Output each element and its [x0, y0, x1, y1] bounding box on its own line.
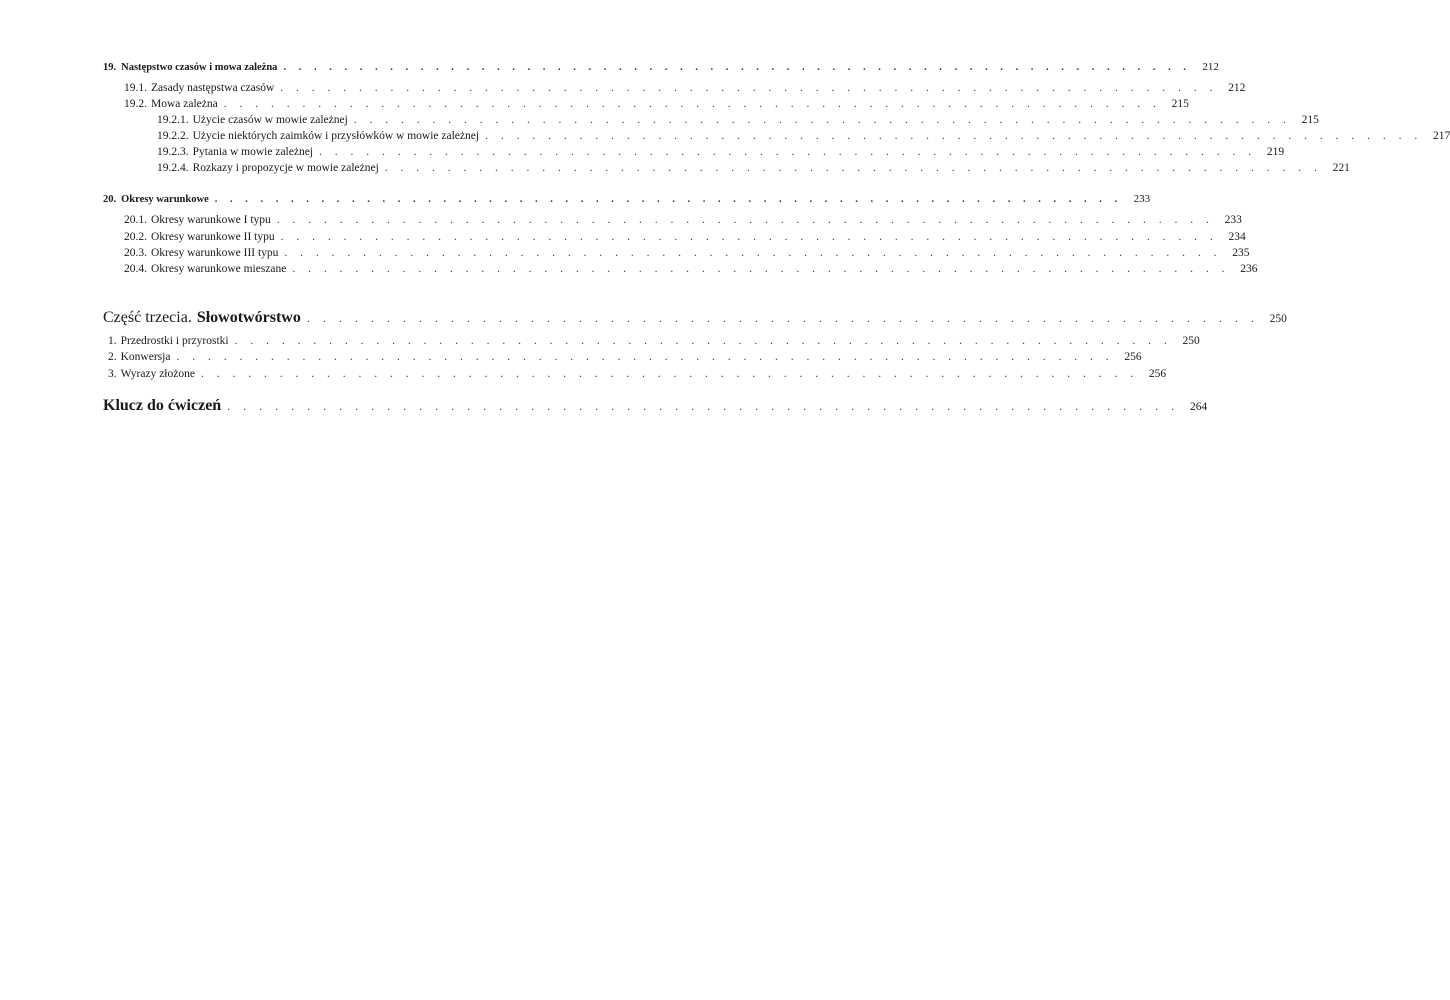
entry-page-number: 233: [1224, 214, 1242, 226]
entry-page-number: 217: [1432, 130, 1450, 142]
entry-page-number: 212: [1202, 61, 1219, 73]
entry-number: 19.: [103, 62, 117, 73]
entry-number: 20.4.: [124, 263, 147, 275]
toc-entry-19-2-1: [157, 112, 1319, 128]
entry-page-number: 250: [1269, 313, 1287, 325]
toc-entry-19-2-3: [157, 144, 1285, 160]
entry-title: Okresy warunkowe I typu: [151, 214, 271, 226]
toc-entry-19-2-2: [157, 128, 1450, 144]
entry-page-number: 256: [1124, 351, 1142, 363]
entry-title: Użycie czasów w mowie zależnej: [192, 114, 348, 126]
entry-title: Okresy warunkowe III typu: [151, 247, 279, 259]
dot-leader: . . . . . . . . . . . . . . . . . . . . . . . . . . . . . . . . . . . . . . . . . . . . . . . . . . . . . . . . . . . .: [234, 335, 1172, 347]
entry-number: 19.1.: [124, 82, 147, 94]
toc-entry-19-2: [124, 96, 1189, 112]
entry-page-number: 264: [1189, 401, 1208, 413]
dot-leader: . . . . . . . . . . . . . . . . . . . . . . . . . . . . . . . . . . . . . . . . . . . . . . . . . . . . . . . . . . . .: [384, 162, 1322, 174]
entry-title: Konwersja: [120, 351, 171, 363]
entry-title: Zasady następstwa czasów: [151, 82, 275, 94]
toc-entry-part-three: [103, 308, 1287, 329]
toc-entry-chapter-19: [103, 59, 1219, 76]
toc-entry-chapter-20: [103, 191, 1151, 208]
entry-title: Okresy warunkowe II typu: [151, 231, 275, 243]
entry-page-number: 215: [1171, 98, 1189, 110]
dot-leader: . . . . . . . . . . . . . . . . . . . . . . . . . . . . . . . . . . . . . . . . . . . . . . . . . . . . . . . . . . . .: [176, 351, 1114, 363]
entry-number: 19.2.2.: [157, 130, 189, 142]
part-prefix: Część trzecia.: [103, 309, 192, 326]
entry-number: 20.2.: [124, 231, 147, 243]
dot-leader: . . . . . . . . . . . . . . . . . . . . . . . . . . . . . . . . . . . . . . . . . . . . . . . . . . . . . . . . . . . .: [284, 247, 1222, 259]
dot-leader: . . . . . . . . . . . . . . . . . . . . . . . . . . . . . . . . . . . . . . . . . . . . . . . . . . . . . . . . . . . .: [280, 231, 1218, 243]
dot-leader: . . . . . . . . . . . . . . . . . . . . . . . . . . . . . . . . . . . . . . . . . . . . . . . . . . . . . . . . . . . .: [319, 146, 1257, 158]
dot-leader: . . . . . . . . . . . . . . . . . . . . . . . . . . . . . . . . . . . . . . . . . . . . . . . . . . . . . . . . . . . .: [353, 114, 1291, 126]
entry-number: 20.3.: [124, 247, 147, 259]
entry-number: 19.2.4.: [157, 162, 189, 174]
entry-page-number: 236: [1240, 263, 1258, 275]
entry-number: 19.2.3.: [157, 146, 189, 158]
dot-leader: . . . . . . . . . . . . . . . . . . . . . . . . . . . . . . . . . . . . . . . . . . . . . . . . . . . . . . . . . . . .: [283, 62, 1191, 73]
part-title: Słowotwórstwo: [196, 309, 301, 326]
entry-title: Mowa zależna: [151, 98, 218, 110]
entry-number: 3.: [108, 368, 117, 380]
entry-page-number: 219: [1266, 146, 1285, 158]
entry-page-number: 234: [1228, 231, 1246, 243]
entry-number: 19.2.: [124, 98, 147, 110]
entry-title: Użycie niektórych zaimków i przysłówków w mowie zależnej: [192, 130, 480, 142]
entry-page-number: 250: [1182, 335, 1200, 347]
entry-page-number: 221: [1332, 162, 1350, 174]
toc-entry-20-3: [124, 245, 1250, 261]
entry-page-number: 235: [1232, 247, 1250, 259]
dot-leader: . . . . . . . . . . . . . . . . . . . . . . . . . . . . . . . . . . . . . . . . . . . . . . . . . . . . . . . . . . . .: [223, 98, 1161, 110]
dot-leader: . . . . . . . . . . . . . . . . . . . . . . . . . . . . . . . . . . . . . . . . . . . . . . . . . . . . . . . . . . . .: [214, 194, 1123, 205]
dot-leader: . . . . . . . . . . . . . . . . . . . . . . . . . . . . . . . . . . . . . . . . . . . . . . . . . . . . . . . . . . . .: [276, 214, 1214, 226]
entry-number: 20.1.: [124, 214, 147, 226]
toc-entry-answer-key: [103, 396, 1208, 417]
entry-page-number: 233: [1133, 193, 1151, 205]
entry-title: Pytania w mowie zależnej: [192, 146, 314, 158]
dot-leader: . . . . . . . . . . . . . . . . . . . . . . . . . . . . . . . . . . . . . . . . . . . . . . . . . . . . . . . . . . . .: [292, 263, 1230, 275]
entry-title: Okresy warunkowe: [121, 194, 209, 205]
entry-title: Wyrazy złożone: [120, 368, 195, 380]
toc-entry-20-4: [124, 261, 1258, 277]
entry-number: 19.2.1.: [157, 114, 189, 126]
entry-title: Klucz do ćwiczeń: [103, 397, 222, 414]
dot-leader: . . . . . . . . . . . . . . . . . . . . . . . . . . . . . . . . . . . . . . . . . . . . . . . . . . . . . . . . . . . .: [227, 399, 1180, 413]
entry-title: Rozkazy i propozycje w mowie zależnej: [192, 162, 379, 174]
dot-leader: . . . . . . . . . . . . . . . . . . . . . . . . . . . . . . . . . . . . . . . . . . . . . . . . . . . . . . . . . . . .: [306, 311, 1259, 325]
entry-page-number: 256: [1148, 368, 1167, 380]
toc-entry-part3-3: [108, 366, 1167, 382]
toc-entry-part3-2: [108, 349, 1142, 365]
entry-page-number: 215: [1301, 114, 1319, 126]
dot-leader: . . . . . . . . . . . . . . . . . . . . . . . . . . . . . . . . . . . . . . . . . . . . . . . . . . . . . . . . . . . .: [280, 82, 1218, 94]
entry-title: Okresy warunkowe mieszane: [151, 263, 287, 275]
toc-entry-19-1: [124, 80, 1246, 96]
entry-page-number: 212: [1228, 82, 1246, 94]
toc-entry-19-2-4: [157, 160, 1350, 176]
dot-leader: . . . . . . . . . . . . . . . . . . . . . . . . . . . . . . . . . . . . . . . . . . . . . . . . . . . . . . . . . . . .: [200, 368, 1139, 380]
entry-number: 2.: [108, 351, 117, 363]
dot-leader: . . . . . . . . . . . . . . . . . . . . . . . . . . . . . . . . . . . . . . . . . . . . . . . . . . . . . . . . . . . .: [485, 130, 1423, 142]
entry-number: 20.: [103, 194, 117, 205]
entry-title: Przedrostki i przyrostki: [120, 335, 229, 347]
entry-number: 1.: [108, 335, 117, 347]
toc-entry-part3-1: [108, 333, 1200, 349]
entry-title: Następstwo czasów i mowa zależna: [121, 62, 278, 73]
toc-entry-20-1: [124, 212, 1242, 228]
toc-entry-20-2: [124, 229, 1246, 245]
